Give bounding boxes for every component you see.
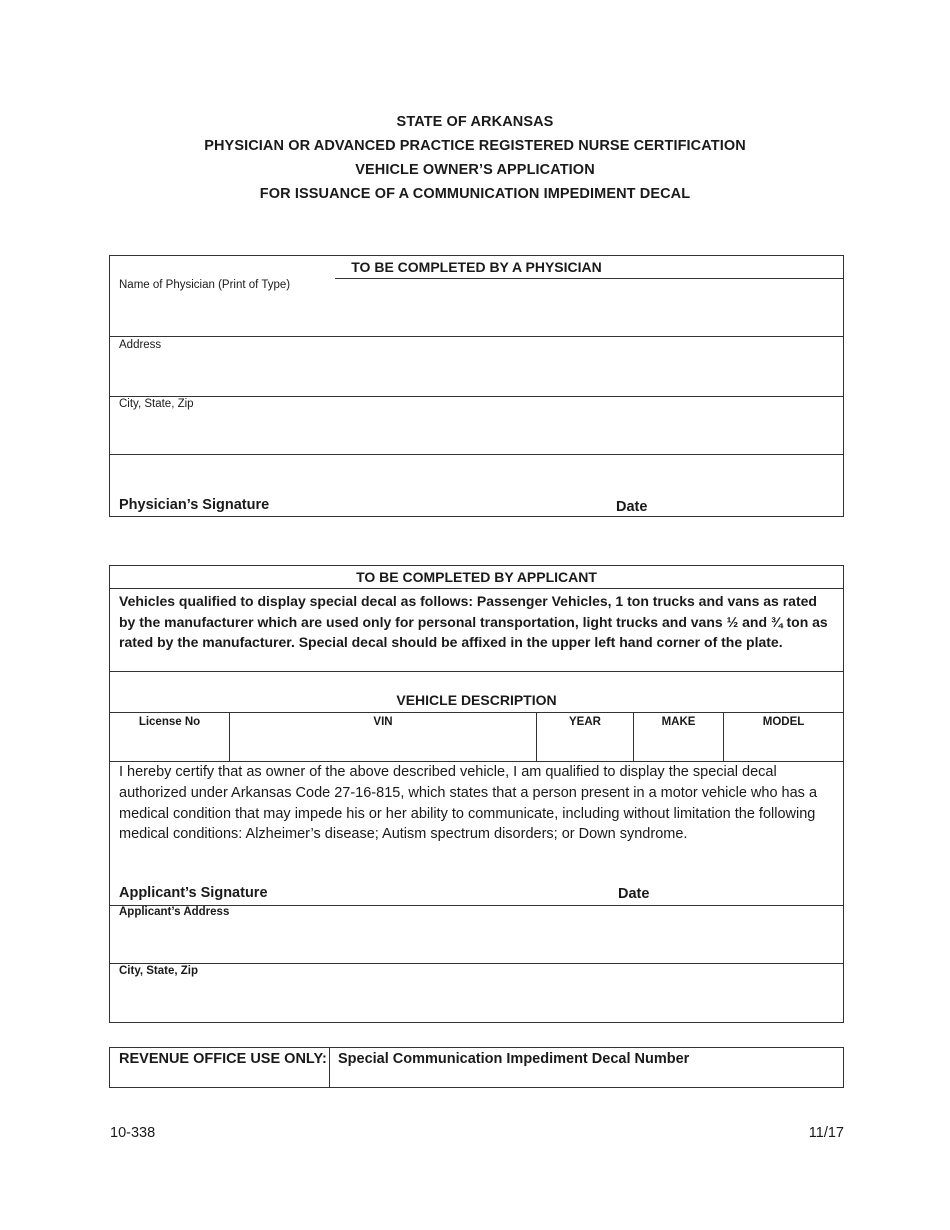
revision-date: 11/17 bbox=[808, 1125, 844, 1141]
vehicle-description-table bbox=[110, 712, 843, 762]
header-application: VEHICLE OWNER’S APPLICATION bbox=[355, 162, 595, 178]
column-model: MODEL bbox=[762, 716, 805, 728]
divider bbox=[110, 671, 843, 672]
column-make: MAKE bbox=[634, 713, 724, 761]
header-certification: PHYSICIAN OR ADVANCED PRACTICE REGISTERED NURSE CERTIFICATION bbox=[204, 138, 746, 154]
form-header bbox=[0, 110, 950, 206]
applicant-city-label: City, State, Zip bbox=[119, 965, 199, 977]
divider bbox=[110, 454, 843, 455]
certification-text: I hereby certify that as owner of the above described vehicle, I am qualified to display the special decal authorized under Arkansas Code 27-16-815, which states that a person present in a motor vehicle who has a medical condition that may impede his or her ability to communicate, including without limitation the following medical conditions: Alzheimer’s disease; Autism spectrum disorders; or Down syndrome. bbox=[119, 764, 818, 843]
applicant-address-label: Applicant’s Address bbox=[119, 906, 230, 918]
header-state: STATE OF ARKANSAS bbox=[396, 114, 554, 130]
physician-city-label: City, State, Zip bbox=[119, 398, 194, 410]
column-vin: VIN bbox=[230, 713, 537, 761]
decal-number-label: Special Communication Impediment Decal Number bbox=[338, 1051, 690, 1067]
physician-address-label: Address bbox=[119, 339, 162, 351]
column-license-no: License No bbox=[110, 713, 230, 761]
header-decal: FOR ISSUANCE OF A COMMUNICATION IMPEDIMENT DECAL bbox=[259, 186, 691, 202]
physician-date-label: Date bbox=[616, 499, 648, 515]
qualification-text: Vehicles qualified to display special decal as follows: Passenger Vehicles, 1 ton trucks and vans as rated by the manufacturer which are used only for personal transportation, light trucks and vans ½ and ¾ ton as rated by the manufacturer. Special decal should be affixed in the upper left hand corner of the plate. bbox=[119, 593, 828, 650]
column-year: YEAR bbox=[537, 713, 634, 761]
divider bbox=[110, 336, 843, 337]
revenue-office-label: REVENUE OFFICE USE ONLY: bbox=[110, 1048, 330, 1087]
title-underline bbox=[335, 278, 843, 279]
physician-name-label: Name of Physician (Print of Type) bbox=[119, 279, 291, 291]
vehicle-description-title: VEHICLE DESCRIPTION bbox=[396, 692, 557, 708]
divider bbox=[110, 396, 843, 397]
physician-signature-label: Physician’s Signature bbox=[119, 497, 270, 513]
applicant-section bbox=[109, 565, 844, 1023]
divider bbox=[110, 588, 843, 589]
applicant-signature-label: Applicant’s Signature bbox=[119, 885, 268, 901]
divider bbox=[110, 963, 843, 964]
revenue-office-box bbox=[109, 1047, 844, 1088]
applicant-section-title: TO BE COMPLETED BY APPLICANT bbox=[356, 569, 597, 585]
form-number: 10-338 bbox=[110, 1125, 156, 1141]
physician-section bbox=[109, 255, 844, 517]
physician-section-title: TO BE COMPLETED BY A PHYSICIAN bbox=[351, 259, 602, 275]
applicant-date-label: Date bbox=[618, 886, 650, 902]
